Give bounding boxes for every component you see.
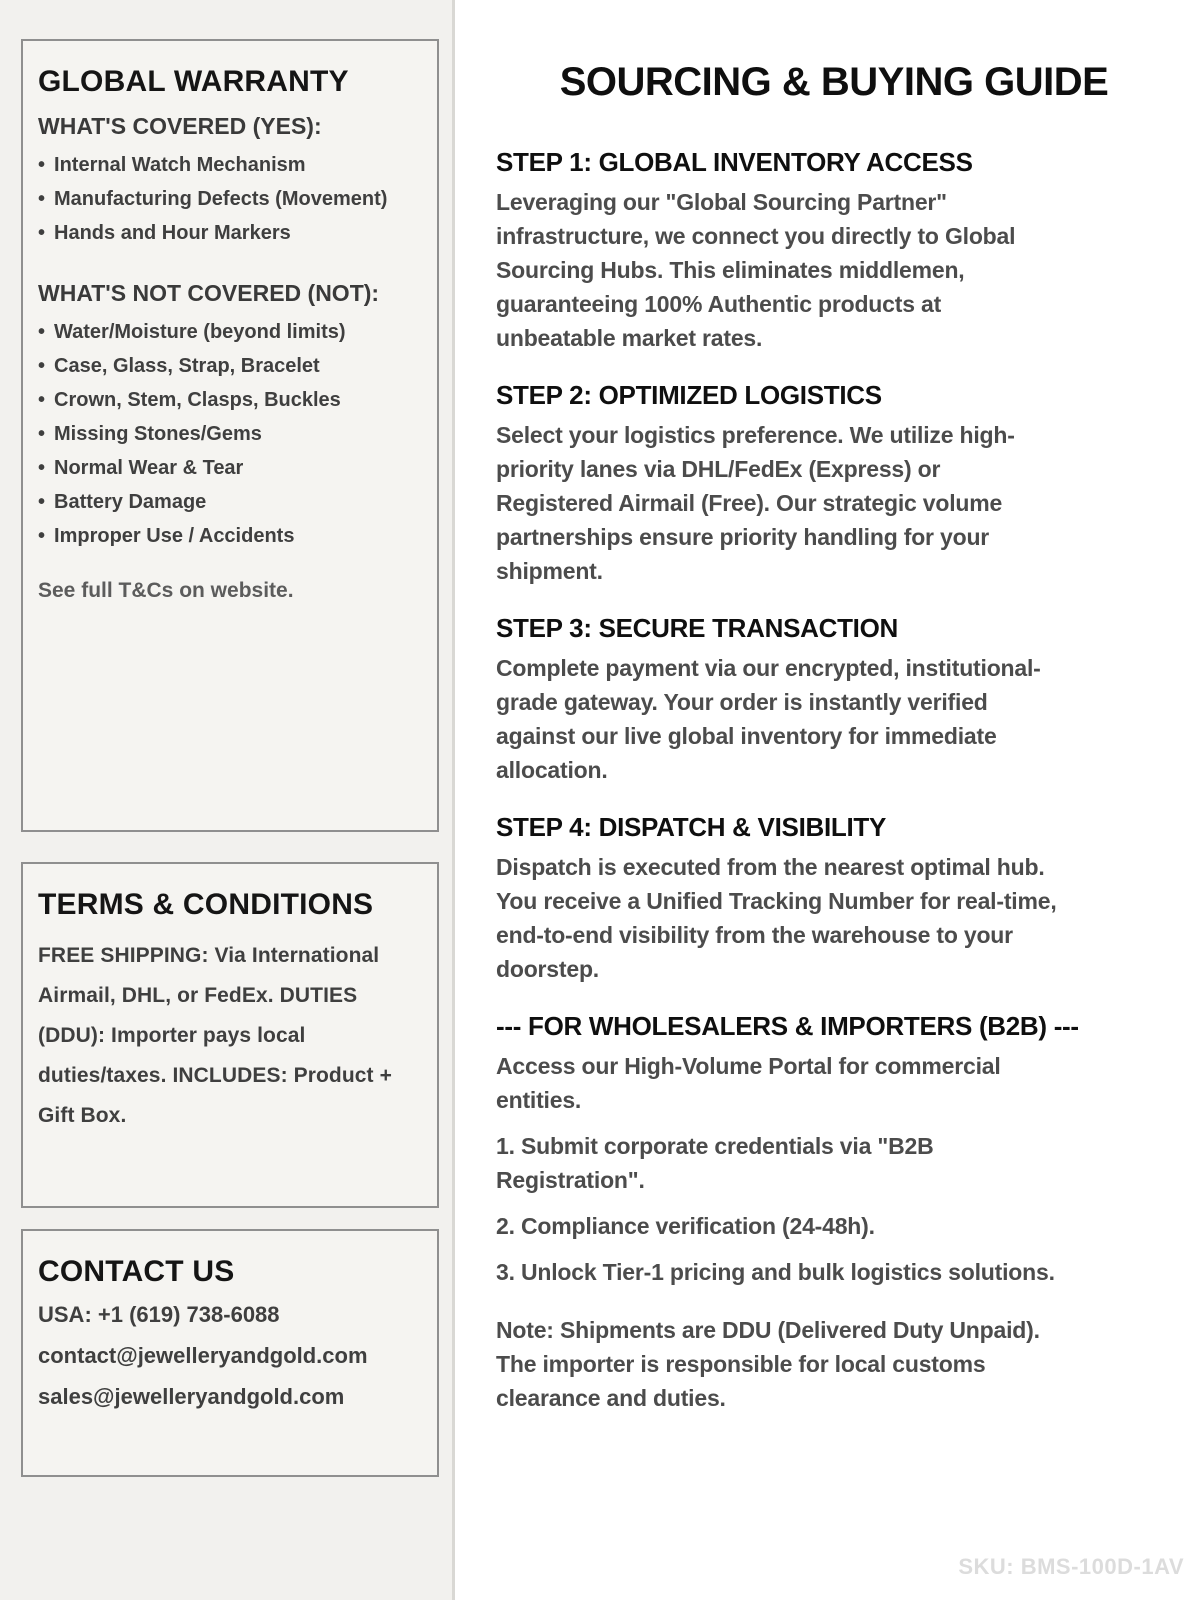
list-item-label: Hands and Hour Markers [54,222,291,244]
step-1-body: Leveraging our "Global Sourcing Partner" infrastructure, we connect you directly to Global Sourcing Hubs. This eliminates middlemen, guaranteeing 100% Authentic products at unbeatable market rates. [496,189,1016,351]
list-item [38,315,421,349]
contact-email: contact@jewelleryandgold.com [38,1343,368,1368]
not-covered-heading: WHAT'S NOT COVERED (NOT): [38,280,380,306]
terms-title: TERMS & CONDITIONS [38,888,374,921]
terms-panel [21,862,439,1208]
sales-email: sales@jewelleryandgold.com [38,1384,345,1409]
bullet-dot-icon: • [38,154,46,176]
bullet-dot-icon: • [38,423,46,445]
covered-heading: WHAT'S COVERED (YES): [38,113,322,139]
list-item-label: Case, Glass, Strap, Bracelet [54,355,320,377]
step-4-section [496,811,1172,986]
list-item [38,451,421,485]
bullet-dot-icon: • [38,457,46,479]
list-item-label: Missing Stones/Gems [54,423,262,445]
contact-title: CONTACT US [38,1255,235,1288]
list-item [38,216,421,250]
warranty-panel [21,39,439,832]
step-3-heading: STEP 3: SECURE TRANSACTION [496,613,898,643]
b2b-section [496,1010,1172,1415]
list-item [38,417,421,451]
list-item [38,182,421,216]
bullet-dot-icon: • [38,355,46,377]
list-item [38,519,421,553]
b2b-step-3: 3. Unlock Tier-1 pricing and bulk logistics solutions. [496,1259,1055,1285]
list-item-label: Improper Use / Accidents [54,525,295,547]
bullet-dot-icon: • [38,491,46,513]
b2b-step-2: 2. Compliance verification (24-48h). [496,1213,875,1239]
b2b-heading: --- FOR WHOLESALERS & IMPORTERS (B2B) --- [496,1011,1079,1041]
bullet-dot-icon: • [38,222,46,244]
sku-label: SKU: BMS-100D-1AV [958,1554,1184,1579]
list-item-label: Water/Moisture (beyond limits) [54,321,346,343]
page-title: SOURCING & BUYING GUIDE [559,60,1109,104]
bullet-dot-icon: • [38,389,46,411]
b2b-intro: Access our High-Volume Portal for commercial entities. [496,1053,1001,1113]
list-item-label: Manufacturing Defects (Movement) [54,188,388,210]
list-item-label: Crown, Stem, Clasps, Buckles [54,389,341,411]
warranty-title: GLOBAL WARRANTY [38,65,349,98]
list-item [38,349,421,383]
step-2-heading: STEP 2: OPTIMIZED LOGISTICS [496,380,882,410]
step-1-section [496,146,1172,355]
step-4-heading: STEP 4: DISPATCH & VISIBILITY [496,812,887,842]
list-item [38,383,421,417]
main-content [458,0,1200,1600]
contact-panel [21,1229,439,1477]
covered-list [38,148,421,250]
warranty-footnote: See full T&Cs on website. [38,579,294,602]
sidebar [0,0,455,1600]
bullet-dot-icon: • [38,188,46,210]
step-3-section [496,612,1172,787]
not-covered-list [38,315,421,553]
step-2-section [496,379,1172,588]
list-item-label: Normal Wear & Tear [54,457,244,479]
bullet-dot-icon: • [38,525,46,547]
b2b-step-1: 1. Submit corporate credentials via "B2B Registration". [496,1133,934,1193]
bullet-dot-icon: • [38,321,46,343]
step-2-body: Select your logistics preference. We utilize high-priority lanes via DHL/FedEx (Express) or Registered Airmail (Free). Our strategic volume partnerships ensure priority handling for your shipment. [496,422,1015,584]
list-item-label: Internal Watch Mechanism [54,154,306,176]
contact-phone: USA: +1 (619) 738-6088 [38,1302,280,1327]
list-item-label: Battery Damage [54,491,207,513]
list-item [38,485,421,519]
b2b-note: Note: Shipments are DDU (Delivered Duty Unpaid). The importer is responsible for local customs clearance and duties. [496,1317,1040,1411]
list-item [38,148,421,182]
step-1-heading: STEP 1: GLOBAL INVENTORY ACCESS [496,147,973,177]
terms-body: FREE SHIPPING: Via International Airmail, DHL, or FedEx. DUTIES (DDU): Importer pays local duties/taxes. INCLUDES: Product + Gift Box. [38,944,392,1127]
step-3-body: Complete payment via our encrypted, institutional-grade gateway. Your order is instantly verified against our live global inventory for immediate allocation. [496,655,1041,783]
step-4-body: Dispatch is executed from the nearest optimal hub. You receive a Unified Tracking Number for real-time, end-to-end visibility from the warehouse to your doorstep. [496,854,1057,982]
